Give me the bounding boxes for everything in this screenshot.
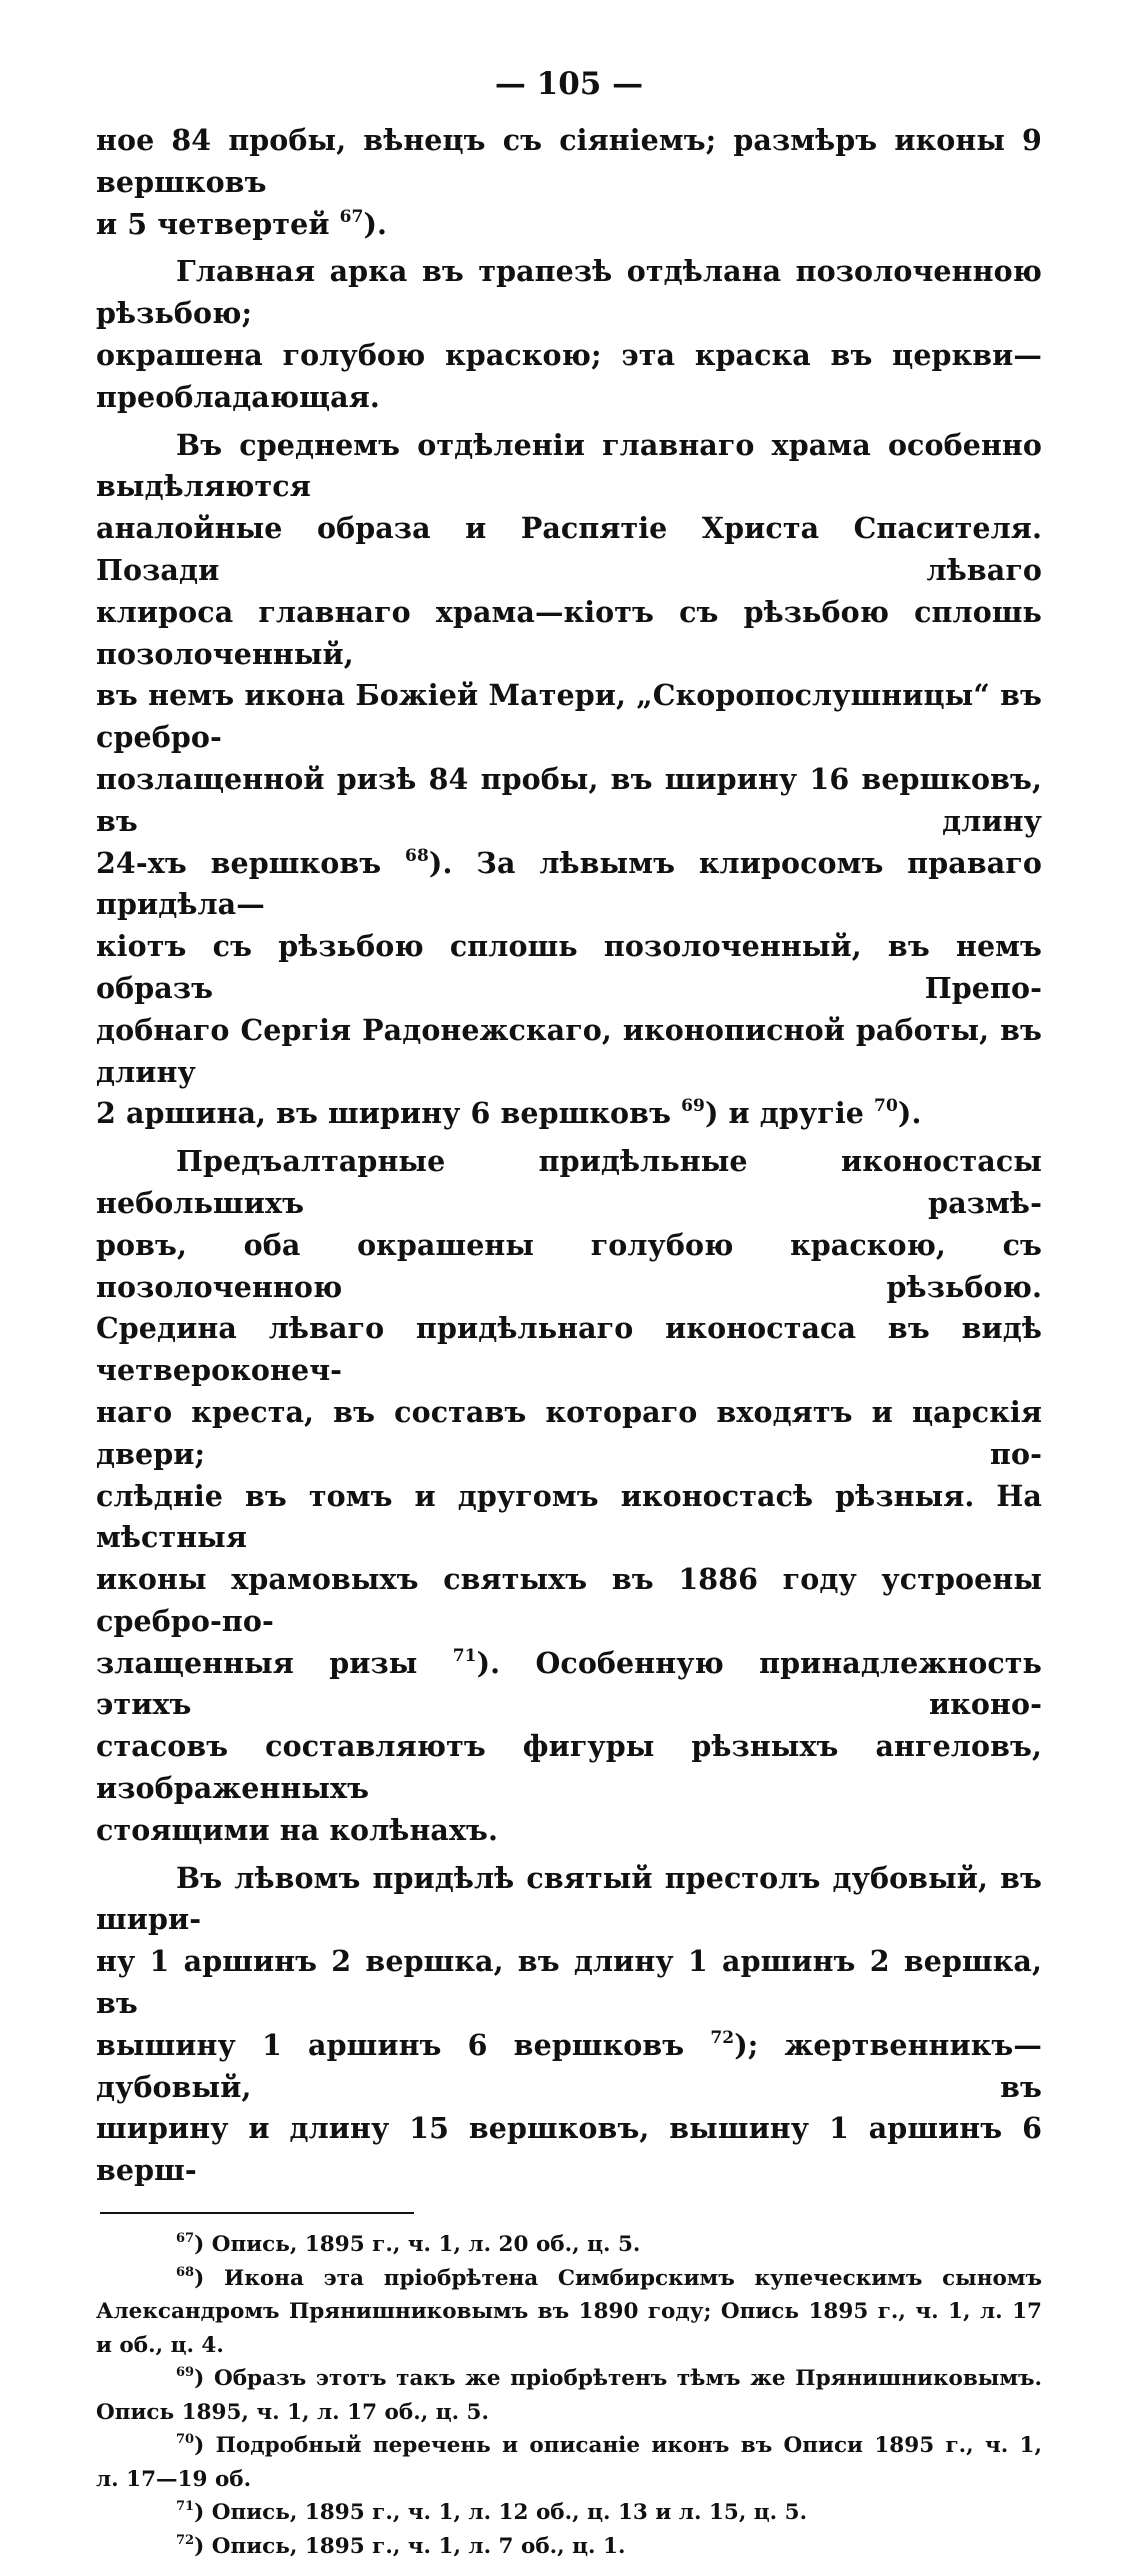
- text-line: ровъ, оба окрашены голубою краскою, съ позолоченною рѣзьбою.: [96, 1227, 1042, 1304]
- footnote-text: Подробный перечень и описаніе иконъ въ Описи 1895 г., ч. 1,: [215, 2433, 1042, 2459]
- text-line: стоящими на колѣнахъ.: [96, 1812, 499, 1847]
- text-line: наго креста, въ составъ котораго входятъ и царскія двери; по-: [96, 1394, 1042, 1471]
- footnote-text: Образъ этотъ такъ же пріобрѣтенъ тѣмъ же Прянишниковымъ.: [213, 2366, 1042, 2392]
- footnote-text: Опись, 1895 г., ч. 1, л. 20 об., ц. 5.: [211, 2232, 641, 2258]
- text-line: Въ среднемъ отдѣленіи главнаго храма особенно выдѣляются: [96, 427, 1042, 504]
- footnote-mark: 69: [176, 2365, 195, 2381]
- paragraph-2: [96, 251, 1042, 418]
- paragraph-1: [96, 120, 1042, 245]
- body-text: [96, 120, 1042, 2192]
- footnote-mark: 70: [176, 2432, 195, 2448]
- footnote-line: $^{67}$) Опись, 1895 г., ч. 1, л. 20 об., ц. 5.: [176, 2231, 641, 2258]
- text-line: аналойные образа и Распятіе Христа Спасителя. Позади лѣваго: [96, 511, 1042, 587]
- footnote-text: Опись, 1895 г., ч. 1, л. 12 об., ц. 13 и л. 15, ц. 5.: [211, 2500, 808, 2526]
- text-fragment: злащенныя ризы: [96, 1645, 418, 1680]
- text-line: Въ лѣвомъ придѣлѣ святый престолъ дубовый, въ шири-: [96, 1860, 1042, 1937]
- text-line: добнаго Сергія Радонежскаго, иконописной работы, въ длину: [96, 1012, 1042, 1089]
- paragraph-3: [96, 425, 1042, 1136]
- text-line: ное 84 пробы, вѣнецъ съ сіяніемъ; размѣръ иконы 9 вершковъ: [96, 123, 1042, 199]
- text-fragment: 24-хъ вершковъ: [96, 845, 382, 880]
- footnote-67: [96, 2228, 1042, 2262]
- footnote-71: [96, 2496, 1042, 2530]
- text-line: ширину и длину 15 вершковъ, вышину 1 аршинъ 6 верш-: [96, 2111, 1042, 2188]
- footnote-72: [96, 2530, 1042, 2563]
- footnote-line: $^{68}$) Икона эта пріобрѣтена Симбирскимъ купеческимъ сыномъ: [176, 2264, 1042, 2291]
- text-fragment: ). Особенную принадлежность этихъ иконо-: [96, 1645, 1042, 1722]
- footnote-line: л. 17—19 об.: [96, 2466, 252, 2492]
- text-line: Главная арка въ трапезѣ отдѣлана позолоченною рѣзьбою;: [96, 254, 1042, 331]
- text-line: клироса главнаго храма—кіотъ съ рѣзьбою сплошь позолоченный,: [96, 594, 1042, 671]
- footnote-line: и об., ц. 4.: [96, 2332, 224, 2358]
- text-line: иконы храмовыхъ святыхъ въ 1886 году устроены сребро-по-: [96, 1562, 1042, 1638]
- text-line: [96, 843, 1042, 927]
- text-fragment: ).: [363, 206, 388, 241]
- footnote-ref-70: 70: [874, 1096, 898, 1117]
- text-line: ну 1 аршинъ 2 вершка, въ длину 1 аршинъ 2 вершка, въ: [96, 1944, 1042, 2021]
- text-fragment: ) и другіе: [704, 1096, 864, 1131]
- text-line: позлащенной ризѣ 84 пробы, въ ширину 16 вершковъ, въ длину: [96, 761, 1042, 838]
- footnote-line: $^{71}$) Опись, 1895 г., ч. 1, л. 12 об., ц. 13 и л. 15, ц. 5.: [176, 2499, 808, 2526]
- paragraph-5: [96, 1858, 1042, 2192]
- paragraph-4: [96, 1141, 1042, 1852]
- footnote-separator: [100, 2212, 414, 2214]
- footnote-ref-68: 68: [405, 845, 429, 866]
- footnote-line: Александромъ Прянишниковымъ въ 1890 году; Опись 1895 г., ч. 1, л. 17: [96, 2299, 1042, 2325]
- text-fragment: 2 аршина, въ ширину 6 вершковъ: [96, 1096, 672, 1131]
- text-fragment: вышину 1 аршинъ 6 вершковъ: [96, 2027, 685, 2062]
- footnote-mark: 67: [176, 2231, 195, 2247]
- footnote-mark: 72: [176, 2532, 195, 2548]
- text-fragment: и 5 четвертей: [96, 206, 330, 241]
- page-number: — 105 —: [494, 66, 644, 102]
- footnote-mark: 71: [176, 2499, 195, 2515]
- text-fragment: ); жертвенникъ—дубовый, въ: [96, 2027, 1042, 2104]
- footnote-line: $^{69}$) Образъ этотъ такъ же пріобрѣтенъ тѣмъ же Прянишниковымъ.: [176, 2365, 1042, 2392]
- footnote-line: Опись 1895, ч. 1, л. 17 об., ц. 5.: [96, 2399, 489, 2425]
- text-line: [96, 204, 1042, 246]
- text-line: Средина лѣваго придѣльнаго иконостаса въ видѣ четвероконеч-: [96, 1311, 1042, 1388]
- footnote-ref-67: 67: [339, 206, 364, 227]
- text-line: [96, 1643, 1042, 1727]
- footnote-line: $^{70}$) Подробный перечень и описаніе иконъ въ Описи 1895 г., ч. 1,: [176, 2432, 1042, 2459]
- footnote-70: [96, 2429, 1042, 2496]
- text-fragment: ). За лѣвымъ клиросомъ праваго придѣла—: [96, 845, 1042, 922]
- text-line: стасовъ составляютъ фигуры рѣзныхъ ангеловъ, изображенныхъ: [96, 1729, 1042, 1806]
- text-line: [96, 2025, 1042, 2109]
- text-line: кіотъ съ рѣзьбою сплошь позолоченный, въ немъ образъ Препо-: [96, 929, 1042, 1005]
- footnote-ref-71: 71: [452, 1645, 477, 1666]
- footnote-68: [96, 2262, 1042, 2363]
- footnote-ref-69: 69: [681, 1096, 705, 1117]
- footnote-text: Икона эта пріобрѣтена Симбирскимъ купеческимъ сыномъ: [224, 2265, 1042, 2291]
- text-line: окрашена голубою краскою; эта краска въ церкви—преобладающая.: [96, 337, 1042, 414]
- footnote-text: Опись, 1895 г., ч. 1, л. 7 об., ц. 1.: [211, 2533, 626, 2559]
- footnote-line: $^{72}$) Опись, 1895 г., ч. 1, л. 7 об., ц. 1.: [176, 2532, 626, 2559]
- footnote-mark: 68: [176, 2264, 195, 2280]
- text-line: Предъалтарные придѣльные иконостасы небольшихъ размѣ-: [96, 1144, 1042, 1220]
- footnotes: [96, 2228, 1042, 2563]
- text-line: [96, 1093, 1042, 1135]
- text-line: слѣдніе въ томъ и другомъ иконостасѣ рѣзныя. На мѣстныя: [96, 1478, 1042, 1555]
- document-page: [96, 60, 1042, 2563]
- footnote-69: [96, 2362, 1042, 2429]
- text-line: въ немъ икона Божіей Матери, „Скоропослушницы“ въ сребро-: [96, 678, 1042, 755]
- footnote-ref-72: 72: [710, 2027, 735, 2048]
- text-fragment: ).: [897, 1096, 922, 1131]
